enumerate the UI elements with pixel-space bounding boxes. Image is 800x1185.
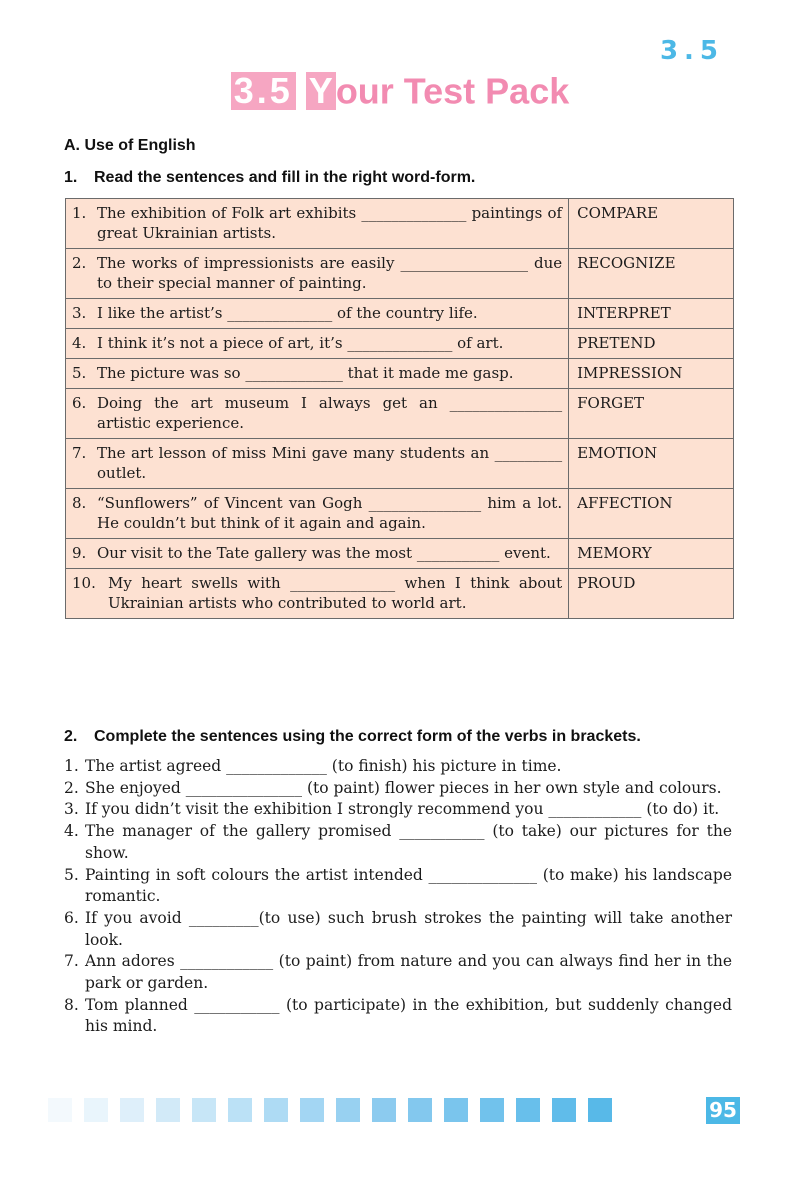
footer-square xyxy=(300,1098,324,1122)
word-cell: COMPARE xyxy=(569,199,734,249)
item-number: 2. xyxy=(72,254,87,272)
sentence-cell xyxy=(66,199,569,249)
sentence-text: Our visit to the Tate gallery was the most ___________ event. xyxy=(97,544,551,562)
sentence-text: I like the artist’s ______________ of the country life. xyxy=(97,304,478,322)
list-item xyxy=(64,908,732,951)
item-number: 1. xyxy=(72,204,87,222)
sentence-text: The picture was so _____________ that it made me gasp. xyxy=(97,364,514,382)
item-number: 4. xyxy=(72,334,87,352)
item-number: 4. xyxy=(64,822,79,841)
list-item xyxy=(64,951,732,994)
footer-square xyxy=(120,1098,144,1122)
task2-instruction: Complete the sentences using the correct form of the verbs in brackets. xyxy=(94,728,641,745)
footer-square xyxy=(192,1098,216,1122)
sentence-text: The exhibition of Folk art exhibits ______________ paintings of great Ukrainian artists. xyxy=(97,204,563,242)
table-row xyxy=(66,439,734,489)
sentence-text: “Sunflowers” of Vincent van Gogh _______________ him a lot. He couldn’t but think of it again and again. xyxy=(97,494,563,532)
table-row xyxy=(66,329,734,359)
word-form-table xyxy=(65,198,734,619)
page-title xyxy=(0,68,800,110)
task1-number: 1. xyxy=(64,169,78,186)
footer-square xyxy=(552,1098,576,1122)
sentence-cell xyxy=(66,389,569,439)
list-item xyxy=(64,778,732,800)
footer-square xyxy=(516,1098,540,1122)
item-text: Painting in soft colours the artist intended ______________ (to make) his landscape romantic. xyxy=(85,865,732,906)
task2-heading xyxy=(64,728,641,746)
item-number: 8. xyxy=(64,995,79,1014)
sentence-text: The works of impressionists are easily _________________ due to their special manner of painting. xyxy=(97,254,563,292)
sentence-text: The art lesson of miss Mini gave many students an _________ outlet. xyxy=(97,444,563,482)
item-number: 10. xyxy=(72,574,96,592)
item-text: The artist agreed _____________ (to finish) his picture in time. xyxy=(85,757,562,775)
word-cell: PROUD xyxy=(569,569,734,619)
item-number: 7. xyxy=(64,952,79,971)
table-row xyxy=(66,249,734,299)
item-text: The manager of the gallery promised ___________ (to take) our pictures for the show. xyxy=(85,822,732,862)
list-item xyxy=(64,865,732,908)
table-row xyxy=(66,389,734,439)
footer-square xyxy=(48,1098,72,1122)
footer-square xyxy=(264,1098,288,1122)
footer-square xyxy=(480,1098,504,1122)
footer-square xyxy=(372,1098,396,1122)
footer-square xyxy=(84,1098,108,1122)
item-number: 3. xyxy=(64,800,79,819)
title-rest: our Test Pack xyxy=(335,70,570,112)
section-a-heading: A. Use of English xyxy=(64,137,196,154)
item-text: She enjoyed _______________ (to paint) flower pieces in her own style and colours. xyxy=(85,778,722,797)
sentence-cell xyxy=(66,299,569,329)
title-number-block: 3.5 xyxy=(231,72,296,110)
word-cell: FORGET xyxy=(569,389,734,439)
word-cell: RECOGNIZE xyxy=(569,249,734,299)
footer-square xyxy=(444,1098,468,1122)
sentence-text: Doing the art museum I always get an _______________ artistic experience. xyxy=(97,394,563,432)
table-row xyxy=(66,359,734,389)
table-row xyxy=(66,539,734,569)
word-cell: MEMORY xyxy=(569,539,734,569)
task1-heading xyxy=(64,169,475,187)
item-number: 1. xyxy=(64,757,79,775)
sentence-cell xyxy=(66,539,569,569)
footer-decorative-squares xyxy=(48,1098,612,1122)
item-text: If you avoid _________(to use) such brush strokes the painting will take another look. xyxy=(85,908,732,949)
item-number: 8. xyxy=(72,494,87,512)
task2-number: 2. xyxy=(64,728,78,745)
footer-square xyxy=(156,1098,180,1122)
title-initial-block: Y xyxy=(306,72,336,110)
task1-instruction: Read the sentences and fill in the right word-form. xyxy=(94,169,476,186)
word-cell: EMOTION xyxy=(569,439,734,489)
corner-section-code: 3.5 xyxy=(659,36,724,66)
table-row xyxy=(66,569,734,619)
footer-square xyxy=(336,1098,360,1122)
sentence-cell xyxy=(66,249,569,299)
word-cell: AFFECTION xyxy=(569,489,734,539)
item-number: 9. xyxy=(72,544,87,562)
sentence-cell xyxy=(66,489,569,539)
footer-square xyxy=(408,1098,432,1122)
list-item xyxy=(64,756,732,778)
list-item xyxy=(64,821,732,864)
word-cell: IMPRESSION xyxy=(569,359,734,389)
item-number: 3. xyxy=(72,304,87,322)
item-number: 6. xyxy=(64,908,79,927)
list-item xyxy=(64,995,732,1038)
sentence-cell xyxy=(66,329,569,359)
item-text: Tom planned ___________ (to participate) in the exhibition, but suddenly changed his mind. xyxy=(85,995,732,1036)
item-number: 5. xyxy=(64,865,79,884)
list-item xyxy=(64,799,732,821)
page-number: 95 xyxy=(706,1097,740,1124)
table-row xyxy=(66,489,734,539)
sentence-cell xyxy=(66,359,569,389)
item-number: 6. xyxy=(72,394,87,412)
item-text: Ann adores ____________ (to paint) from nature and you can always find her in the park or garden. xyxy=(85,952,732,993)
item-number: 2. xyxy=(64,778,79,797)
item-number: 7. xyxy=(72,444,87,462)
word-cell: INTERPRET xyxy=(569,299,734,329)
verb-forms-list xyxy=(64,756,732,1038)
sentence-text: My heart swells with ______________ when I think about Ukrainian artists who contributed to world art. xyxy=(108,574,563,612)
item-number: 5. xyxy=(72,364,87,382)
item-text: If you didn’t visit the exhibition I strongly recommend you ____________ (to do) it. xyxy=(85,800,720,819)
footer-square xyxy=(228,1098,252,1122)
sentence-cell xyxy=(66,569,569,619)
sentence-cell xyxy=(66,439,569,489)
table-row xyxy=(66,299,734,329)
word-cell: PRETEND xyxy=(569,329,734,359)
footer-square xyxy=(588,1098,612,1122)
sentence-text: I think it’s not a piece of art, it’s ______________ of art. xyxy=(97,334,504,352)
table-row xyxy=(66,199,734,249)
